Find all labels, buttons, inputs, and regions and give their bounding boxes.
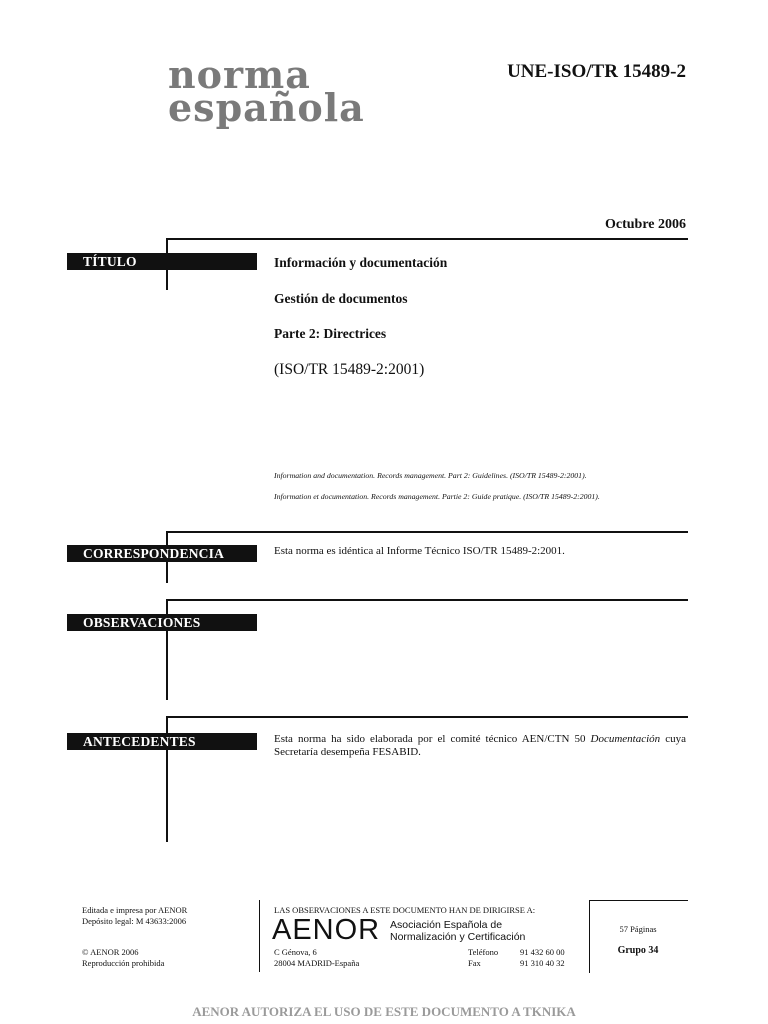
group-number: Grupo 34: [617, 945, 659, 956]
footer-left-bottom: [82, 947, 164, 969]
section-divider-correspondencia: [166, 531, 688, 533]
address-line-2: 28004 MADRID-España: [274, 958, 360, 968]
footer-contact-labels: [468, 947, 498, 969]
section-divider-observaciones: [166, 599, 688, 601]
publication-date: Octubre 2006: [604, 217, 686, 232]
antecedentes-committee-name: Documentación: [590, 733, 661, 745]
section-label-antecedentes: ANTECEDENTES: [67, 733, 257, 750]
authorization-notice: AENOR AUTORIZA EL USO DE ESTE DOCUMENTO A TKNIKA: [192, 1004, 576, 1019]
title-french: Information et documentation. Records management. Partie 2: Guide pratique. (ISO/TR 15489-2:2001).: [274, 492, 600, 501]
footer-edited: Editada e impresa por AENOR: [82, 905, 188, 915]
footer-info-box: [589, 900, 688, 973]
brand-line-2: española: [168, 85, 365, 130]
aenor-logo: AENOR: [272, 914, 381, 946]
fax-number: 91 310 40 32: [520, 958, 565, 968]
footer-divider-left: [259, 900, 260, 972]
footer-left: [82, 905, 187, 927]
brand-title: [168, 52, 365, 130]
title-line-2: Gestión de documentos: [274, 291, 408, 306]
antecedentes-text-part1: Esta norma ha sido elaborada por el comité técnico AEN/CTN 50: [274, 733, 591, 745]
page-count: 57 Páginas: [619, 924, 657, 934]
section-divider-antecedentes: [166, 716, 688, 718]
fax-label: Fax: [468, 958, 481, 968]
title-english: Information and documentation. Records management. Part 2: Guidelines. (ISO/TR 15489-2:2001).: [274, 471, 587, 480]
footer-reproduction: Reproducción prohibida: [82, 958, 165, 968]
phone-label: Teléfono: [468, 947, 499, 957]
section-label-correspondencia: CORRESPONDENCIA: [67, 545, 257, 562]
section-divider-titulo: [166, 238, 688, 240]
footer-contact-values: [520, 947, 565, 969]
standard-code: UNE-ISO/TR 15489-2: [507, 61, 686, 82]
title-line-1: Información y documentación: [274, 255, 448, 270]
phone-number: 91 432 60 00: [520, 947, 565, 957]
title-line-3: Parte 2: Directrices: [274, 326, 387, 341]
brand-line-1: norma: [168, 52, 311, 97]
section-label-titulo: TÍTULO: [67, 253, 257, 270]
correspondencia-text: Esta norma es idéntica al Informe Técnico ISO/TR 15489-2:2001.: [274, 545, 565, 557]
footer-address: [274, 947, 359, 969]
section-label-observaciones: OBSERVACIONES: [67, 614, 257, 631]
aenor-organization: [390, 919, 525, 943]
antecedentes-text-part2: cuya Secretaría desempeña FESABID.: [274, 733, 687, 758]
footer-notice: LAS OBSERVACIONES A ESTE DOCUMENTO HAN DE DIRIGIRSE A:: [274, 905, 536, 915]
title-iso-reference: (ISO/TR 15489-2:2001): [274, 361, 425, 378]
org-line-1: Asociación Española de: [390, 919, 503, 931]
org-line-2: Normalización y Certificación: [390, 931, 526, 943]
antecedentes-text: [274, 733, 686, 759]
footer-copyright: © AENOR 2006: [82, 947, 139, 957]
footer-deposit: Depósito legal: M 43633:2006: [82, 916, 187, 926]
address-line-1: C Génova, 6: [274, 947, 317, 957]
